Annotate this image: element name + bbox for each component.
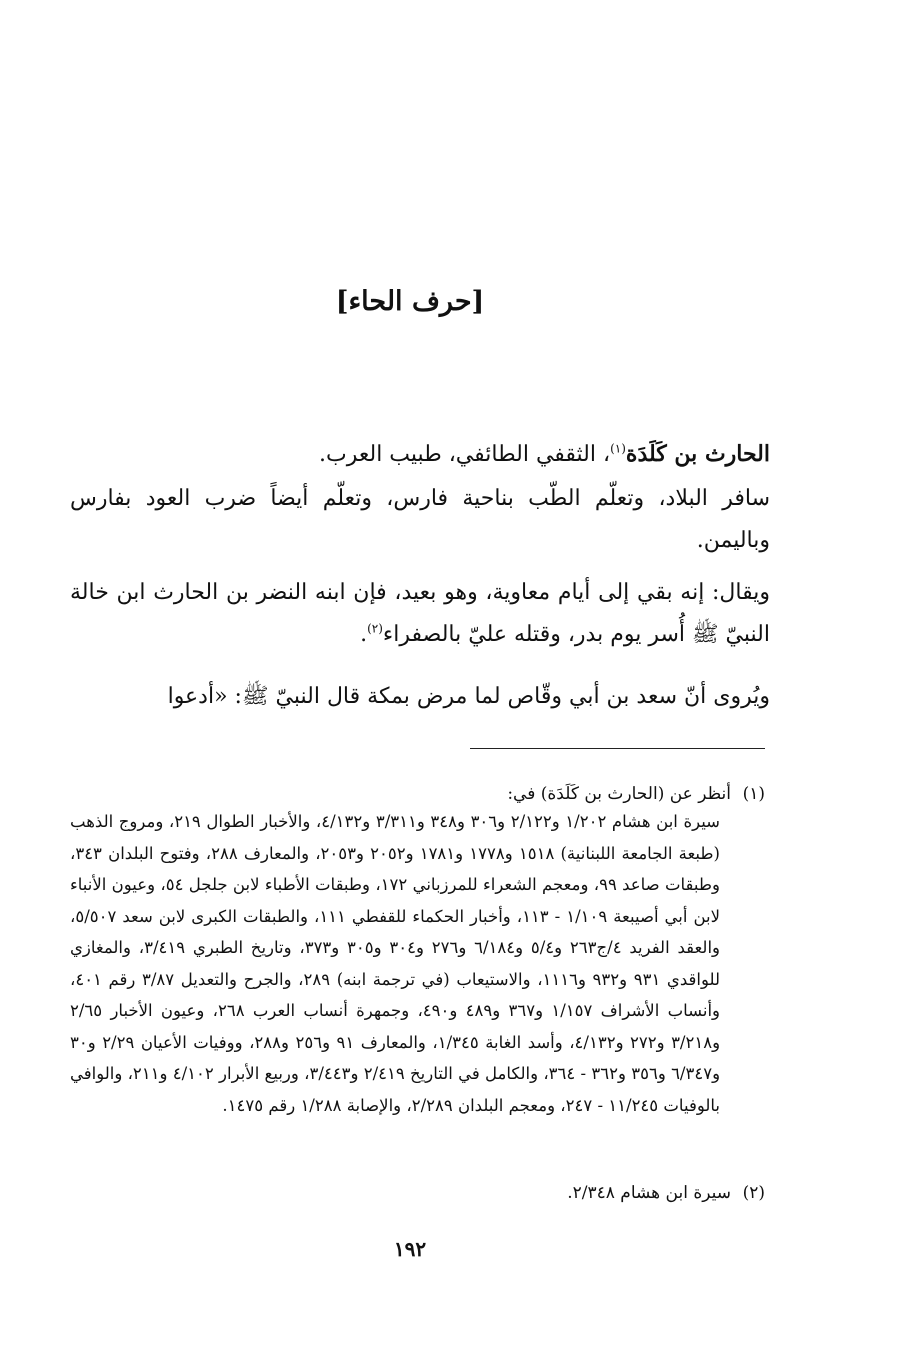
- paragraph-travel: سافر البلاد، وتعلّم الطّب بناحية فارس، وتعلّم أيضاً ضرب العود بفارس وباليمن.: [70, 486, 770, 553]
- paragraph-said-text: ويقال: إنه بقي إلى أيام معاوية، وهو بعيد، فإن ابنه النضر بن الحارث ابن خالة النبيّ ﷺ أُسر يوم بدر، وقتله عليّ بالصفراء: [70, 580, 770, 647]
- footnote-separator: [470, 748, 765, 749]
- entry-description: ، الثقفي الطائفي، طبيب العرب.: [319, 442, 611, 467]
- footnote-marker-1: (١): [610, 441, 626, 456]
- footnote-marker-2: (٢): [367, 621, 383, 636]
- paragraph-said-end: .: [360, 622, 368, 647]
- section-heading: [حرف الحاء]: [335, 286, 485, 317]
- paragraph-said: [70, 572, 770, 656]
- footnote-2-number: (٢): [742, 1183, 765, 1203]
- footnote-1-intro-text: أنظر عن (الحارث بن كَلَدَة) في:: [507, 784, 731, 804]
- footnote-1-body: سيرة ابن هشام ١/٢٠٢ و٢/١٢٢ و٣٠٦ و٣٤٨ و٣/٣١١ و٤/١٣٢، والأخبار الطوال ٢١٩، ومروج الذهب (طبعة الجامعة اللبنانية) ١٥١٨ و١٧٧٨ و١٧٨١ و٢٠٥٢ و٢٠٥٣، والمعارف ٢٨٨، وفتوح البلدان ٣٤٣، وطبقات صاعد ٩٩، ومعجم الشعراء للمرزباني ١٧٢، وطبقات الأطباء لابن جلجل ٥٤، وعيون الأنباء لابن أبي أصيبعة ١/١٠٩ - ١١٣، وأخبار الحكماء للقفطي ١١١، والطبقات الكبرى لابن سعد ٥/٥٠٧، والعقد الفريد ٤/ج٢٦٣ و٥/٤ و٦/١٨٤ و٢٧٦ و٣٠٤ و٣٠٥ و٣٧٣، وتاريخ الطبري ٣/٤١٩، والمغازي للواقدي ٩٣١ و٩٣٢ و١١١٦، والاستيعاب (في ترجمة ابنه) ٢٨٩، والجرح والتعديل ٣/٨٧ رقم ٤٠١، وأنساب الأشراف ١/١٥٧ و٣٦٧ و٤٨٩ و٤٩٠، وجمهرة أنساب العرب ٢٦٨، وعيون الأخبار ٢/٦٥ و٣/٢١٨ و٢٧٢ و٤/١٣٢، وأسد الغابة ١/٣٤٥، والمعارف ٩١ و٢٥٦ و٢٨٨، ووفيات الأعيان ٢/٢٩ و٣٠ و٦/٣٤٧ و٣٥٦ و٣٦٢ - ٣٦٤، والكامل في التاريخ ٢/٤١٩ و٣/٤٤٣، وربيع الأبرار ٤/١٠٢ و٢١١، والوافي بالوفيات ١١/٢٤٥ - ٢٤٧، ومعجم البلدان ٢/٢٨٩، والإصابة ١/٢٨٨ رقم ١٤٧٥.: [70, 812, 721, 1115]
- footnote-1-number: (١): [742, 784, 765, 804]
- entry-name: الحارث بن كَلَدَة: [625, 441, 770, 467]
- footnote-1-intro: [70, 779, 765, 809]
- footnote-2: [70, 1178, 765, 1208]
- footnote-2-text: سيرة ابن هشام ٢/٣٤٨.: [567, 1183, 731, 1203]
- entry-title-paragraph: [70, 433, 770, 476]
- paragraph-narrated: ويُروى أنّ سعد بن أبي وقّاص لما مرض بمكة قال النبيّ ﷺ: «أدعوا: [167, 684, 770, 709]
- page-number: ١٩٢: [393, 1237, 427, 1261]
